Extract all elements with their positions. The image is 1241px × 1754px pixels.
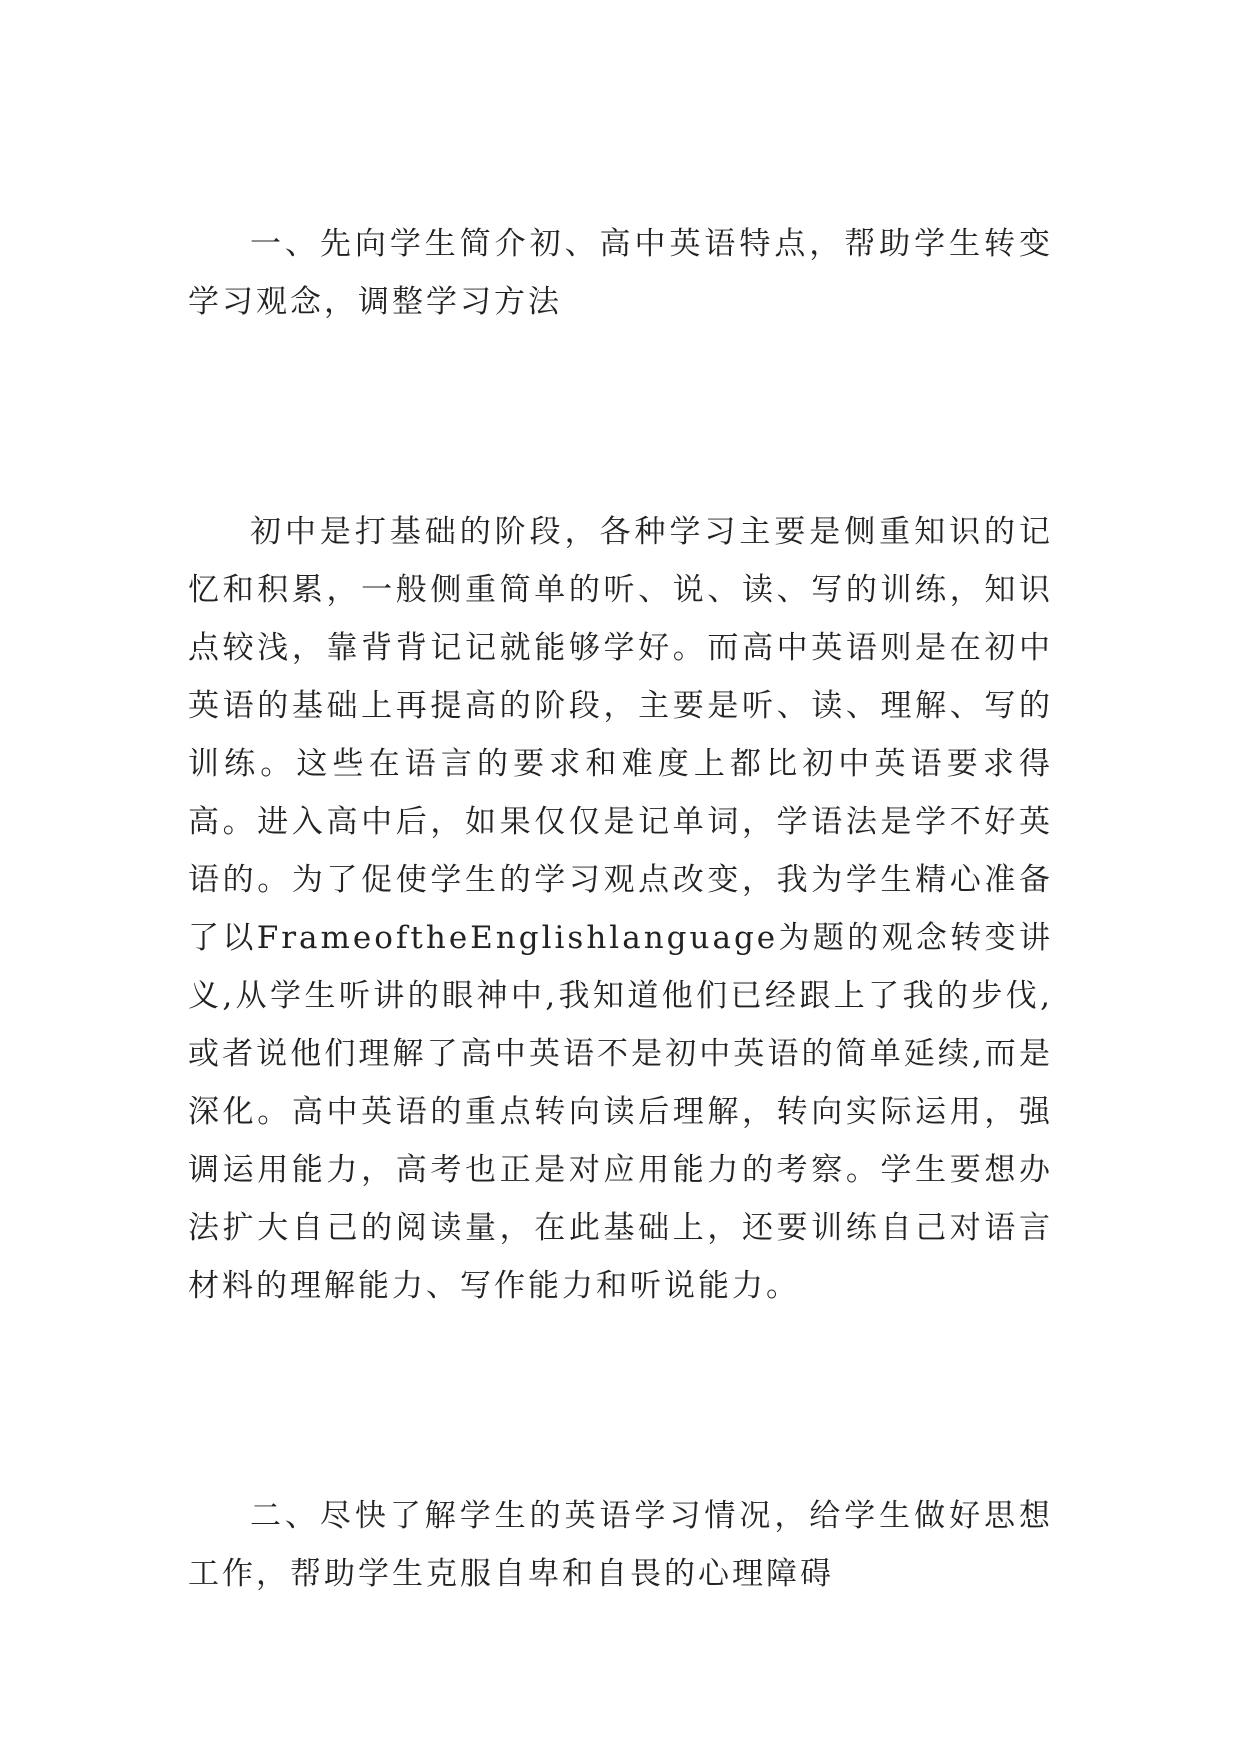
- document-body: [188, 215, 1053, 1603]
- section-heading-2: 二、尽快了解学生的英语学习情况，给学生做好思想工作，帮助学生克服自卑和自畏的心理障碍: [188, 1498, 1053, 1592]
- body-paragraph-1: 初中是打基础的阶段，各种学习主要是侧重知识的记忆和积累，一般侧重简单的听、说、读、写的训练，知识点较浅，靠背背记记就能够学好。而高中英语则是在初中英语的基础上再提高的阶段，主要是听、读、理解、写的训练。这些在语言的要求和难度上都比初中英语要求得高。进入高中后，如果仅仅是记单词，学语法是学不好英语的。为了促使学生的学习观点改变，我为学生精心准备了以FrameoftheEnglishlanguage为题的观念转变讲义,从学生听讲的眼神中,我知道他们已经跟上了我的步伐,或者说他们理解了高中英语不是初中英语的简单延续,而是深化。高中英语的重点转向读后理解，转向实际运用，强调运用能力，高考也正是对应用能力的考察。学生要想办法扩大自己的阅读量，在此基础上，还要训练自己对语言材料的理解能力、写作能力和听说能力。: [188, 514, 1053, 1304]
- section-heading-1: 一、先向学生简介初、高中英语特点，帮助学生转变学习观念，调整学习方法: [188, 226, 1053, 320]
